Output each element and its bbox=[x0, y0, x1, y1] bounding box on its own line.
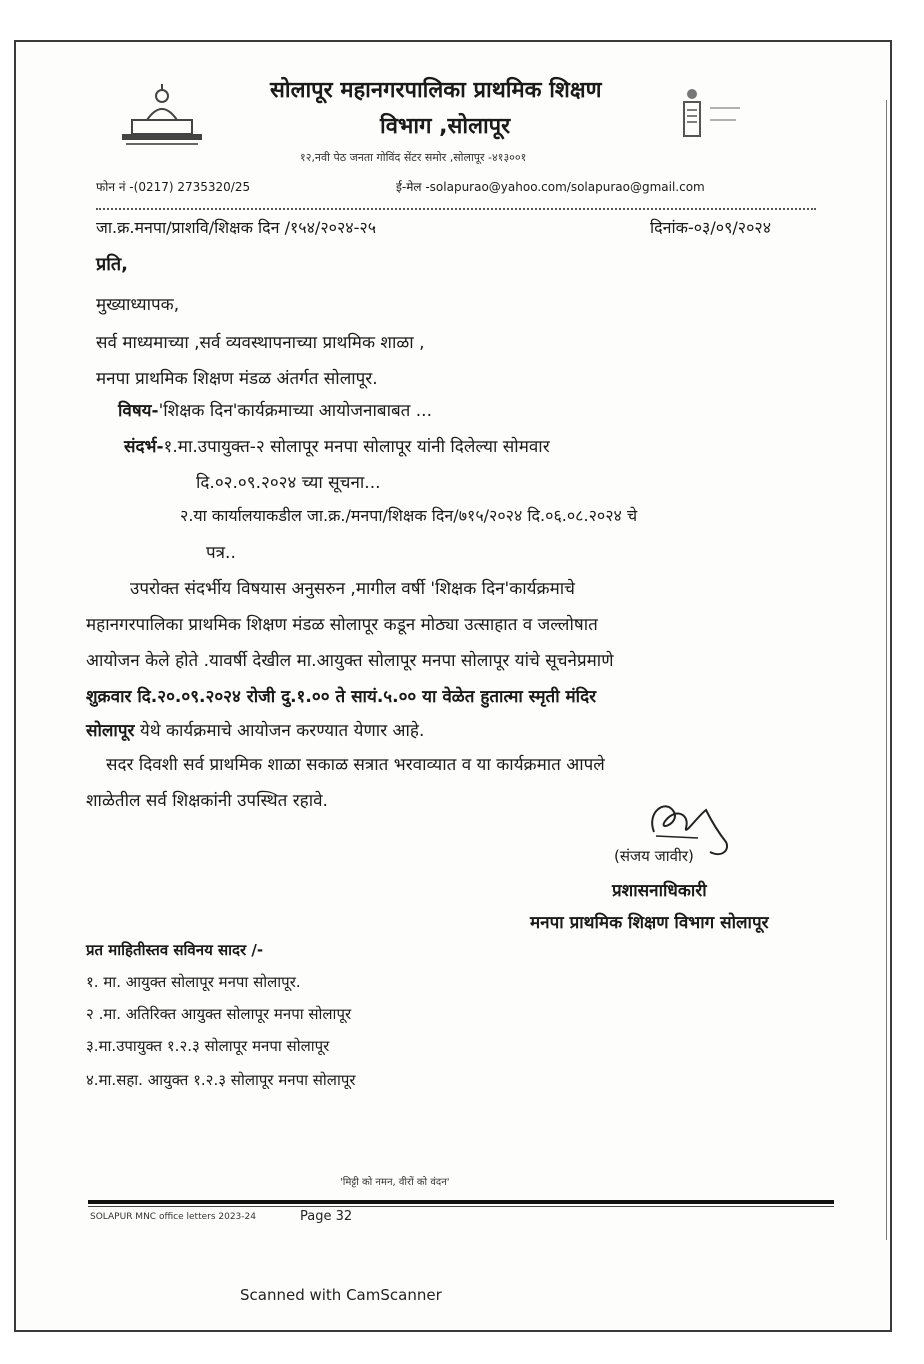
reference-1a: १.मा.उपायुक्त-२ सोलापूर मनपा सोलापूर यांनी दिलेल्या सोमवार bbox=[163, 437, 550, 457]
copy-item-1: १. मा. आयुक्त सोलापूर मनपा सोलापूर. bbox=[86, 973, 301, 991]
para1-line5-rest: येथे कार्यक्रमाचे आयोजन करण्यात येणार आहे. bbox=[134, 721, 425, 741]
letter-date: दिनांक-०३/०९/२०२४ bbox=[650, 218, 772, 237]
copies-heading: प्रत माहितीस्तव सविनय सादर /- bbox=[86, 941, 264, 959]
recipient-line2: सर्व माध्यमाच्या ,सर्व व्यवस्थापनाच्या प्राथमिक शाळा , bbox=[96, 333, 425, 353]
footer-motto: 'मिट्टी को नमन, वीरों को वंदन' bbox=[340, 1177, 450, 1188]
signatory-department: मनपा प्राथमिक शिक्षण विभाग सोलापूर bbox=[530, 913, 769, 933]
header-divider bbox=[96, 208, 816, 210]
reference-2a: २.या कार्यालयाकडील जा.क्र./मनपा/शिक्षक दिन/७१५/२०२४ दि.०६.०८.२०२४ चे bbox=[180, 506, 638, 525]
footer-label: SOLAPUR MNC office letters 2023-24 bbox=[90, 1212, 256, 1222]
footer-rule bbox=[88, 1200, 834, 1204]
page-edge-line bbox=[886, 100, 887, 1240]
reference-number: जा.क्र.मनपा/प्राशवि/शिक्षक दिन /१५४/२०२४-२५ bbox=[96, 218, 377, 237]
para1-line5-bold: सोलापूर bbox=[86, 721, 135, 741]
municipal-emblem-logo bbox=[112, 80, 212, 152]
recipient-line1: मुख्याध्यापक, bbox=[96, 295, 180, 315]
footer-page-number: Page 32 bbox=[300, 1209, 353, 1224]
subject-text: 'शिक्षक दिन'कार्यक्रमाच्या आयोजनाबाबत ... bbox=[158, 401, 432, 421]
education-logo bbox=[680, 84, 760, 144]
reference-label: संदर्भ- bbox=[124, 437, 164, 457]
para1-line1: उपरोक्त संदर्भीय विषयास अनुसरुन ,मागील वर्षी 'शिक्षक दिन'कार्यक्रमाचे bbox=[130, 579, 575, 599]
footer-rule-thin bbox=[88, 1206, 834, 1207]
copy-item-2: २ .मा. अतिरिक्त आयुक्त सोलापूर मनपा सोलापूर bbox=[86, 1005, 352, 1023]
reference-1 bbox=[124, 434, 550, 457]
para2-line2: शाळेतील सर्व शिक्षकांनी उपस्थित रहावे. bbox=[86, 791, 328, 811]
subject-line bbox=[118, 398, 432, 421]
copy-item-4: ४.मा.सहा. आयुक्त १.२.३ सोलापूर मनपा सोलापूर bbox=[86, 1071, 356, 1089]
signatory-title: प्रशासनाधिकारी bbox=[612, 881, 707, 901]
scanner-watermark: Scanned with CamScanner bbox=[240, 1286, 442, 1304]
header-title-line2: विभाग ,सोलापूर bbox=[380, 114, 511, 139]
reference-1b: दि.०२.०९.२०२४ च्या सूचना... bbox=[196, 473, 381, 493]
para2-line1: सदर दिवशी सर्व प्राथमिक शाळा सकाळ सत्रात भरवाव्यात व या कार्यक्रमात आपले bbox=[106, 755, 605, 775]
header-title-line1: सोलापूर महानगरपालिका प्राथमिक शिक्षण bbox=[270, 78, 602, 103]
para1-line2: महानगरपालिका प्राथमिक शिक्षण मंडळ सोलापूर कडून मोठ्या उत्साहात व जल्लोषात bbox=[86, 615, 598, 635]
header-email: ई-मेल -solapurao@yahoo.com/solapurao@gmail.com bbox=[396, 180, 705, 194]
reference-2b: पत्र.. bbox=[206, 543, 236, 563]
para1-line3: आयोजन केले होते .यावर्षी देखील मा.आयुक्त सोलापूर मनपा सोलापूर यांचे सूचनेप्रमाणे bbox=[86, 651, 614, 671]
header-phone: फोन नं -(0217) 2735320/25 bbox=[96, 180, 251, 194]
subject-label: विषय- bbox=[118, 401, 159, 421]
recipient-line3: मनपा प्राथमिक शिक्षण मंडळ अंतर्गत सोलापूर. bbox=[96, 369, 378, 389]
recipient-to: प्रति, bbox=[96, 254, 129, 275]
para1-line4: शुक्रवार दि.२०.०९.२०२४ रोजी दु.१.०० ते सायं.५.०० या वेळेत हुतात्मा स्मृती मंदिर bbox=[86, 687, 597, 707]
header-address: १२,नवी पेठ जनता गोविंद सेंटर समोर ,सोलापूर -४१३००१ bbox=[300, 151, 527, 164]
para1-line5 bbox=[86, 718, 424, 741]
signatory-name: (संजय जावीर) bbox=[614, 847, 694, 865]
copy-item-3: ३.मा.उपायुक्त १.२.३ सोलापूर मनपा सोलापूर bbox=[86, 1037, 330, 1055]
